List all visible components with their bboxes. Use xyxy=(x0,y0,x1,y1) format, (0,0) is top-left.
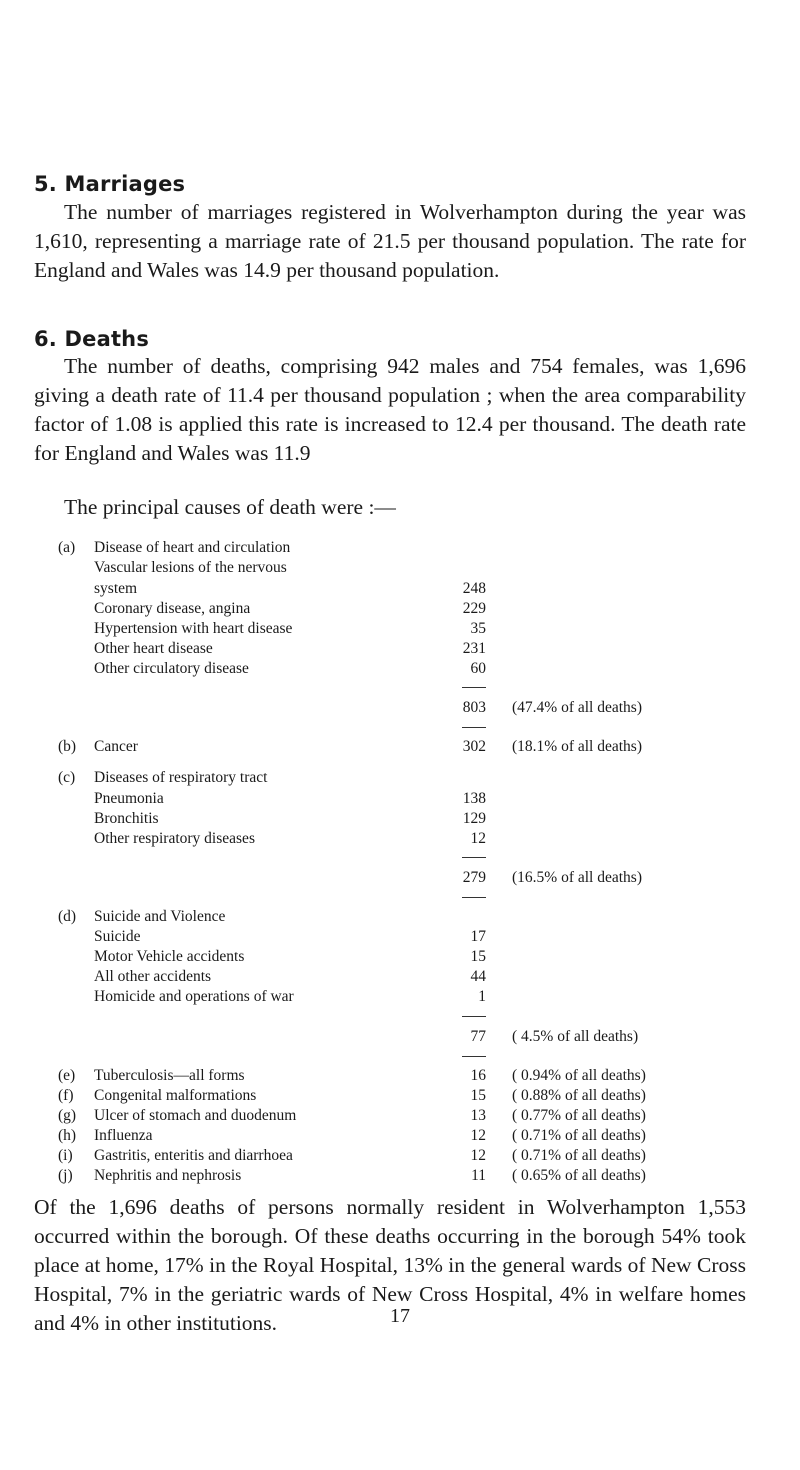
section-b-letter: (b) xyxy=(58,738,77,755)
table-row-percentage: ( 0.71% of all deaths) xyxy=(512,1127,646,1144)
marriages-text: The number of marriages registered in Wolverhampton during the year was 1,610, representing a marriage rate of 21.5 per thousand population. The rate for England and Wales was 14.9 per thousand population. xyxy=(34,200,746,282)
table-row-label: Congenital malformations xyxy=(94,1087,257,1104)
table-row-label: Other circulatory disease xyxy=(94,660,249,677)
table-row-label: Influenza xyxy=(94,1127,153,1144)
subtotal-rule xyxy=(462,857,486,858)
table-row-label: Nephritis and nephrosis xyxy=(94,1167,242,1184)
table-row-percentage: ( 0.77% of all deaths) xyxy=(512,1107,646,1124)
section-a-total: 803 xyxy=(462,699,486,716)
table-row-label: Other heart disease xyxy=(94,640,213,657)
table-row-label: Other respiratory diseases xyxy=(94,830,255,847)
residence-text: Of the 1,696 deaths of persons normally resident in Wolverhampton 1,553 occurred within the borough. Of these deaths occurring in the borough 54% took place at home, 17% in the Royal Hospital, 13% in the general wards of New Cross Hospital, 7% in the geriatric wards of New Cross Hospital, 4% in welfare homes and 4% in other institutions. xyxy=(34,1195,746,1335)
table-row-letter: (e) xyxy=(58,1067,76,1084)
table-row-value: 44 xyxy=(470,968,486,985)
table-row-value: 248 xyxy=(462,580,486,597)
table-row-label: Motor Vehicle accidents xyxy=(94,948,245,965)
table-row-value: 35 xyxy=(470,620,486,637)
section-c-percentage: (16.5% of all deaths) xyxy=(512,869,642,886)
section-b-label: Cancer xyxy=(94,738,138,755)
table-row-value: 60 xyxy=(470,660,486,677)
marriages-heading: 5. Marriages xyxy=(34,172,186,196)
table-row-value: 231 xyxy=(462,640,486,657)
section-b-percentage: (18.1% of all deaths) xyxy=(512,738,642,755)
total-rule xyxy=(462,727,486,728)
table-row-letter: (i) xyxy=(58,1147,73,1164)
table-row-percentage: ( 0.71% of all deaths) xyxy=(512,1147,646,1164)
table-row-value: 1 xyxy=(478,988,486,1005)
table-row-label: Gastritis, enteritis and diarrhoea xyxy=(94,1147,293,1164)
section-a-percentage: (47.4% of all deaths) xyxy=(512,699,642,716)
table-row-letter: (h) xyxy=(58,1127,77,1144)
section-c-letter: (c) xyxy=(58,769,76,786)
section-b-value: 302 xyxy=(462,738,486,755)
table-row-percentage: ( 0.88% of all deaths) xyxy=(512,1087,646,1104)
section-d-letter: (d) xyxy=(58,908,77,925)
deaths-paragraph xyxy=(34,352,746,468)
marriages-paragraph xyxy=(34,198,746,285)
table-row-letter: (g) xyxy=(58,1107,77,1124)
section-a-title: Disease of heart and circulation xyxy=(94,539,291,556)
table-row-label: Hypertension with heart disease xyxy=(94,620,293,637)
table-row-label: Bronchitis xyxy=(94,810,159,827)
section-a-title-2: Vascular lesions of the nervous xyxy=(94,559,287,576)
table-row-value: 12 xyxy=(470,1127,486,1144)
table-row-value: 229 xyxy=(462,600,486,617)
section-d-percentage: ( 4.5% of all deaths) xyxy=(512,1028,639,1045)
section-c-total: 279 xyxy=(462,869,486,886)
table-row-value: 13 xyxy=(470,1107,486,1124)
causes-intro: The principal causes of death were :— xyxy=(64,495,396,519)
table-row-letter: (f) xyxy=(58,1087,74,1104)
table-row-value: 11 xyxy=(471,1167,486,1184)
subtotal-rule xyxy=(462,687,486,688)
total-rule xyxy=(462,1056,486,1057)
table-row-value: 16 xyxy=(470,1067,486,1084)
table-row-label: Homicide and operations of war xyxy=(94,988,294,1005)
table-row-label: Suicide xyxy=(94,928,141,945)
table-row-value: 12 xyxy=(470,830,486,847)
section-c-title: Diseases of respiratory tract xyxy=(94,769,268,786)
table-row-letter: (j) xyxy=(58,1167,73,1184)
table-row-value: 129 xyxy=(462,810,486,827)
table-row-label: Tuberculosis—all forms xyxy=(94,1067,245,1084)
table-row-label: system xyxy=(94,580,138,597)
table-row-value: 138 xyxy=(462,790,486,807)
page-number: 17 xyxy=(390,1305,410,1327)
table-row-label: Ulcer of stomach and duodenum xyxy=(94,1107,297,1124)
table-row-percentage: ( 0.65% of all deaths) xyxy=(512,1167,646,1184)
total-rule xyxy=(462,897,486,898)
table-row-label: All other accidents xyxy=(94,968,212,985)
table-row-value: 15 xyxy=(470,1087,486,1104)
subtotal-rule xyxy=(462,1016,486,1017)
table-row-value: 15 xyxy=(470,948,486,965)
table-row-value: 12 xyxy=(470,1147,486,1164)
section-d-title: Suicide and Violence xyxy=(94,908,226,925)
section-a-letter: (a) xyxy=(58,539,76,556)
deaths-heading: 6. Deaths xyxy=(34,327,150,351)
table-row-label: Pneumonia xyxy=(94,790,164,807)
section-d-total: 77 xyxy=(470,1028,486,1045)
deaths-text: The number of deaths, comprising 942 males and 754 females, was 1,696 giving a death rate of 11.4 per thousand population ; when the area comparability factor of 1.08 is applied this rate is increased to 12.4 per thousand. The death rate for England and Wales was 11.9 xyxy=(34,354,746,465)
table-row-value: 17 xyxy=(470,928,486,945)
table-row-percentage: ( 0.94% of all deaths) xyxy=(512,1067,646,1084)
table-row-label: Coronary disease, angina xyxy=(94,600,251,617)
